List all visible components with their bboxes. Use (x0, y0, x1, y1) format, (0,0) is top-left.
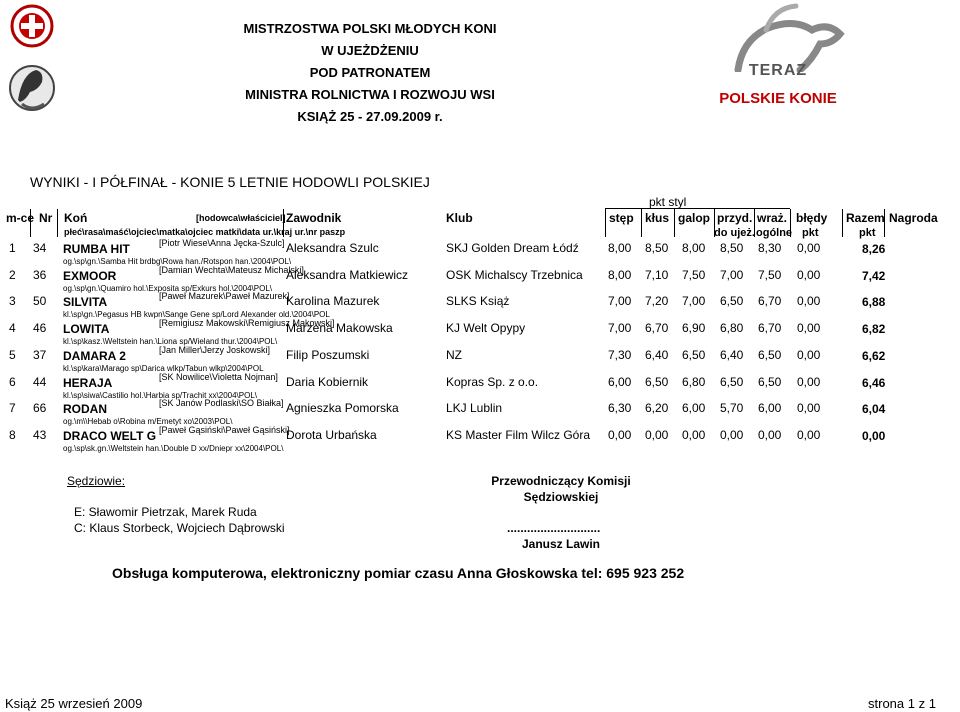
errors-score: 0,00 (797, 241, 821, 255)
col-horse: Koń (64, 211, 88, 225)
header-vline (641, 209, 642, 237)
club-name: KS Master Film Wilcz Góra (446, 427, 591, 442)
header-vline (790, 209, 791, 237)
nr-cell: 50 (33, 294, 47, 309)
club-name: LKJ Lublin (446, 401, 503, 416)
submission-score: 8,50 (720, 241, 744, 255)
total-score: 8,26 (862, 242, 886, 256)
page-number: strona 1 z 1 (868, 696, 936, 711)
col-canter: galop (678, 211, 710, 225)
trot-score: 6,20 (645, 401, 669, 416)
header-vline (674, 209, 675, 237)
horse-name: DRACO WELT G (63, 428, 157, 443)
rider-name: Aleksandra Szulc (286, 241, 379, 255)
group-header-style-points: pkt styl (649, 195, 687, 209)
judges-label: Sędziowie: (67, 474, 126, 488)
overall-score: 6,00 (758, 401, 782, 416)
horse-name: HERAJA (63, 375, 113, 390)
walk-score: 7,30 (608, 347, 632, 362)
rider-name: Marzena Makowska (286, 321, 393, 336)
col-total-sub: pkt (859, 227, 876, 239)
results-title: WYNIKI - I PÓŁFINAŁ - KONIE 5 LETNIE HODOWLI POLSKIEJ (30, 174, 430, 190)
submission-score: 7,00 (720, 267, 744, 282)
horse-pedigree: og.\m\\Hebab o\Robina m/Emetyt xo\2003\POL\ (63, 417, 233, 427)
nr-cell: 36 (33, 267, 47, 282)
walk-score: 6,30 (608, 401, 632, 416)
col-prize: Nagroda (889, 211, 938, 225)
submission-score: 6,50 (720, 294, 744, 309)
horse-name: RODAN (63, 402, 107, 417)
judges-e: E: Sławomir Pietrzak, Marek Ruda (74, 505, 257, 519)
trot-score: 7,20 (645, 294, 669, 309)
breeder-owner: [Remigiusz Makowski\Remigiusz Makowski] (159, 318, 335, 329)
header-vline (842, 209, 843, 237)
logo-text-teraz: TERAZ (748, 62, 808, 79)
place-date: Książ 25 wrzesień 2009 (5, 696, 143, 711)
errors-score: 0,00 (797, 374, 821, 389)
nr-cell: 46 (33, 321, 47, 336)
club-name: NZ (446, 347, 462, 362)
rider-name: Dorota Urbańska (286, 427, 377, 442)
trot-score: 6,40 (645, 347, 669, 362)
col-pedigree-hint: płeć\rasa\maść\ojciec\matka\ojciec matki\data ur.\kraj ur.\nr paszp (64, 227, 346, 237)
breeder-owner: [Damian Wechta\Mateusz Michalski] (159, 264, 304, 275)
col-place: m-ce (6, 211, 35, 225)
horse-name: SILVITA (63, 295, 108, 310)
place-cell: 6 (9, 374, 16, 389)
total-score: 0,00 (862, 428, 886, 443)
submission-score: 6,40 (720, 347, 744, 362)
club-name: SKJ Golden Dream Łódź (446, 241, 579, 255)
place-cell: 5 (9, 347, 16, 362)
chairman-name: Janusz Lawin (521, 537, 601, 551)
nr-cell: 44 (33, 374, 47, 389)
trot-score: 8,50 (645, 241, 669, 255)
breeder-owner: [Paweł Mazurek\Paweł Mazurek] (159, 291, 290, 302)
horse-name: LOWITA (63, 322, 110, 337)
horse-name: RUMBA HIT (63, 242, 130, 256)
col-rider: Zawodnik (286, 211, 342, 225)
trot-score: 6,70 (645, 321, 669, 336)
col-submission: przyd. (717, 211, 753, 225)
overall-score: 6,70 (758, 321, 782, 336)
horse-pedigree: og.\sp\gn.\Quamiro hol.\Exposita sp/Exkurs hol.\2004\POL\ (63, 283, 272, 293)
col-breeder-owner: [hodowca\właściciel] (196, 213, 286, 223)
col-impression-sub: do ujeż. (714, 227, 755, 239)
total-score: 6,88 (862, 295, 886, 310)
overall-score: 0,00 (758, 427, 782, 442)
errors-score: 0,00 (797, 321, 821, 336)
errors-score: 0,00 (797, 401, 821, 416)
header-vline (30, 209, 31, 237)
rider-name: Aleksandra Matkiewicz (286, 267, 409, 282)
header-vline (884, 209, 885, 237)
horse-pedigree: kl.\sp\kara\Marago sp\Darica wlkp/Tabun wlkp\2004\POL (63, 363, 264, 373)
walk-score: 8,00 (608, 267, 632, 282)
total-score: 6,46 (862, 375, 886, 390)
overall-score: 6,50 (758, 374, 782, 389)
canter-score: 0,00 (682, 427, 706, 442)
place-cell: 8 (9, 427, 16, 442)
club-name: KJ Welt Opypy (446, 321, 526, 336)
horse-pedigree: og.\sp\sk.gn.\Weltstein han.\Double D xx/Dniepr xx\2004\POL\ (63, 443, 284, 453)
total-score: 6,82 (862, 322, 886, 337)
trot-score: 7,10 (645, 267, 669, 282)
breeder-owner: [SK Janów Podlaski\SO Białka] (159, 398, 284, 409)
col-impression: wraż. (757, 211, 788, 225)
walk-score: 7,00 (608, 294, 632, 309)
place-cell: 7 (9, 401, 16, 416)
header-line-1: MISTRZOSTWA POLSKI MŁODYCH KONI (243, 21, 497, 36)
nr-cell: 34 (33, 241, 47, 255)
canter-score: 7,00 (682, 294, 706, 309)
overall-score: 8,30 (758, 241, 782, 255)
canter-score: 7,50 (682, 267, 706, 282)
overall-score: 6,70 (758, 294, 782, 309)
club-name: OSK Michalscy Trzebnica (446, 267, 583, 282)
breeder-owner: [SK Nowilice\Violetta Nojman] (159, 371, 278, 382)
submission-score: 6,50 (720, 374, 744, 389)
place-cell: 1 (9, 241, 16, 255)
canter-score: 6,00 (682, 401, 706, 416)
walk-score: 8,00 (608, 241, 632, 255)
header-vline (283, 209, 284, 237)
federation-crest-logo (8, 4, 56, 120)
col-nr: Nr (39, 211, 53, 225)
col-total: Razem (846, 211, 885, 225)
rider-name: Karolina Mazurek (286, 294, 380, 309)
overall-score: 6,50 (758, 347, 782, 362)
breeder-owner: [Paweł Gąsiński\Paweł Gąsiński] (159, 424, 290, 435)
col-club: Klub (446, 211, 473, 225)
walk-score: 6,00 (608, 374, 632, 389)
col-errors: błędy (796, 211, 828, 225)
place-cell: 2 (9, 267, 16, 282)
trot-score: 0,00 (645, 427, 669, 442)
header-vline (754, 209, 755, 237)
chairman-title-line-1: Przewodniczący Komisji (491, 474, 631, 488)
col-errors-sub: pkt (802, 227, 819, 239)
club-name: Kopras Sp. z o.o. (446, 374, 539, 389)
header-line-2: W UJEŻDŻENIU (321, 43, 419, 58)
submission-score: 0,00 (720, 427, 744, 442)
col-walk: stęp (609, 211, 634, 225)
nr-cell: 37 (33, 347, 47, 362)
header-vline (57, 209, 58, 237)
chairman-title-line-2: Sędziowskiej (523, 490, 599, 504)
total-score: 6,62 (862, 348, 886, 363)
place-cell: 3 (9, 294, 16, 309)
walk-score: 0,00 (608, 427, 632, 442)
errors-score: 0,00 (797, 294, 821, 309)
nr-cell: 43 (33, 427, 47, 442)
total-score: 6,04 (862, 402, 886, 417)
horse-pedigree: og.\sp\gn.\Samba Hit brdbg\Rowa han./Rotspon han.\2004\POL\ (63, 257, 292, 266)
header-divider (605, 208, 790, 209)
submission-score: 5,70 (720, 401, 744, 416)
errors-score: 0,00 (797, 427, 821, 442)
errors-score: 0,00 (797, 267, 821, 282)
teraz-polskie-konie-logo (708, 0, 848, 112)
trot-score: 6,50 (645, 374, 669, 389)
canter-score: 6,80 (682, 374, 706, 389)
horse-pedigree: kl.\sp\gn.\Pegasus HB kwpn\Sange Gene sp/Lord Alexander old.\2004\POL (63, 310, 330, 320)
breeder-owner: [Jan Miller\Jerzy Joskowski] (159, 344, 271, 355)
nr-cell: 66 (33, 401, 47, 416)
canter-score: 8,00 (682, 241, 706, 255)
rider-name: Daria Kobiernik (286, 374, 369, 389)
signature-line: ............................ (507, 521, 601, 535)
canter-score: 6,50 (682, 347, 706, 362)
canter-score: 6,90 (682, 321, 706, 336)
col-overall: ogólne (756, 227, 793, 239)
horse-pedigree: kl.\sp\kasz.\Weltstein han.\Liona sp/Wieland thur.\2004\POL\ (63, 337, 278, 347)
breeder-owner: [Piotr Wiese\Anna Jęcka-Szulc] (159, 238, 285, 248)
total-score: 7,42 (862, 268, 886, 283)
errors-score: 0,00 (797, 347, 821, 362)
judges-c: C: Klaus Storbeck, Wojciech Dąbrowski (74, 521, 285, 535)
logo-text-polskie-konie: POLSKIE KONIE (719, 90, 837, 107)
overall-score: 7,50 (758, 267, 782, 282)
horse-name: DAMARA 2 (63, 348, 126, 363)
col-trot: kłus (645, 211, 670, 225)
club-name: SLKS Książ (446, 294, 510, 309)
header-line-3: POD PATRONATEM (309, 65, 431, 80)
header-vline (714, 209, 715, 237)
header-line-4: MINISTRA ROLNICTWA I ROZWOJU WSI (245, 87, 495, 102)
header-vline (605, 209, 606, 237)
header-line-5: KSIĄŻ 25 - 27.09.2009 r. (297, 109, 443, 124)
table-row (0, 424, 960, 458)
horse-name: EXMOOR (63, 268, 117, 283)
computer-service-note: Obsługa komputerowa, elektroniczny pomiar czasu Anna Głoskowska tel: 695 923 252 (112, 565, 685, 581)
rider-name: Agnieszka Pomorska (286, 401, 399, 416)
rider-name: Filip Poszumski (286, 347, 370, 362)
walk-score: 7,00 (608, 321, 632, 336)
submission-score: 6,80 (720, 321, 744, 336)
place-cell: 4 (9, 321, 16, 336)
horse-pedigree: kl.\sp\siwa\Castilio hol.\Harbia sp/Trachit xx\2004\POL\ (63, 390, 258, 400)
